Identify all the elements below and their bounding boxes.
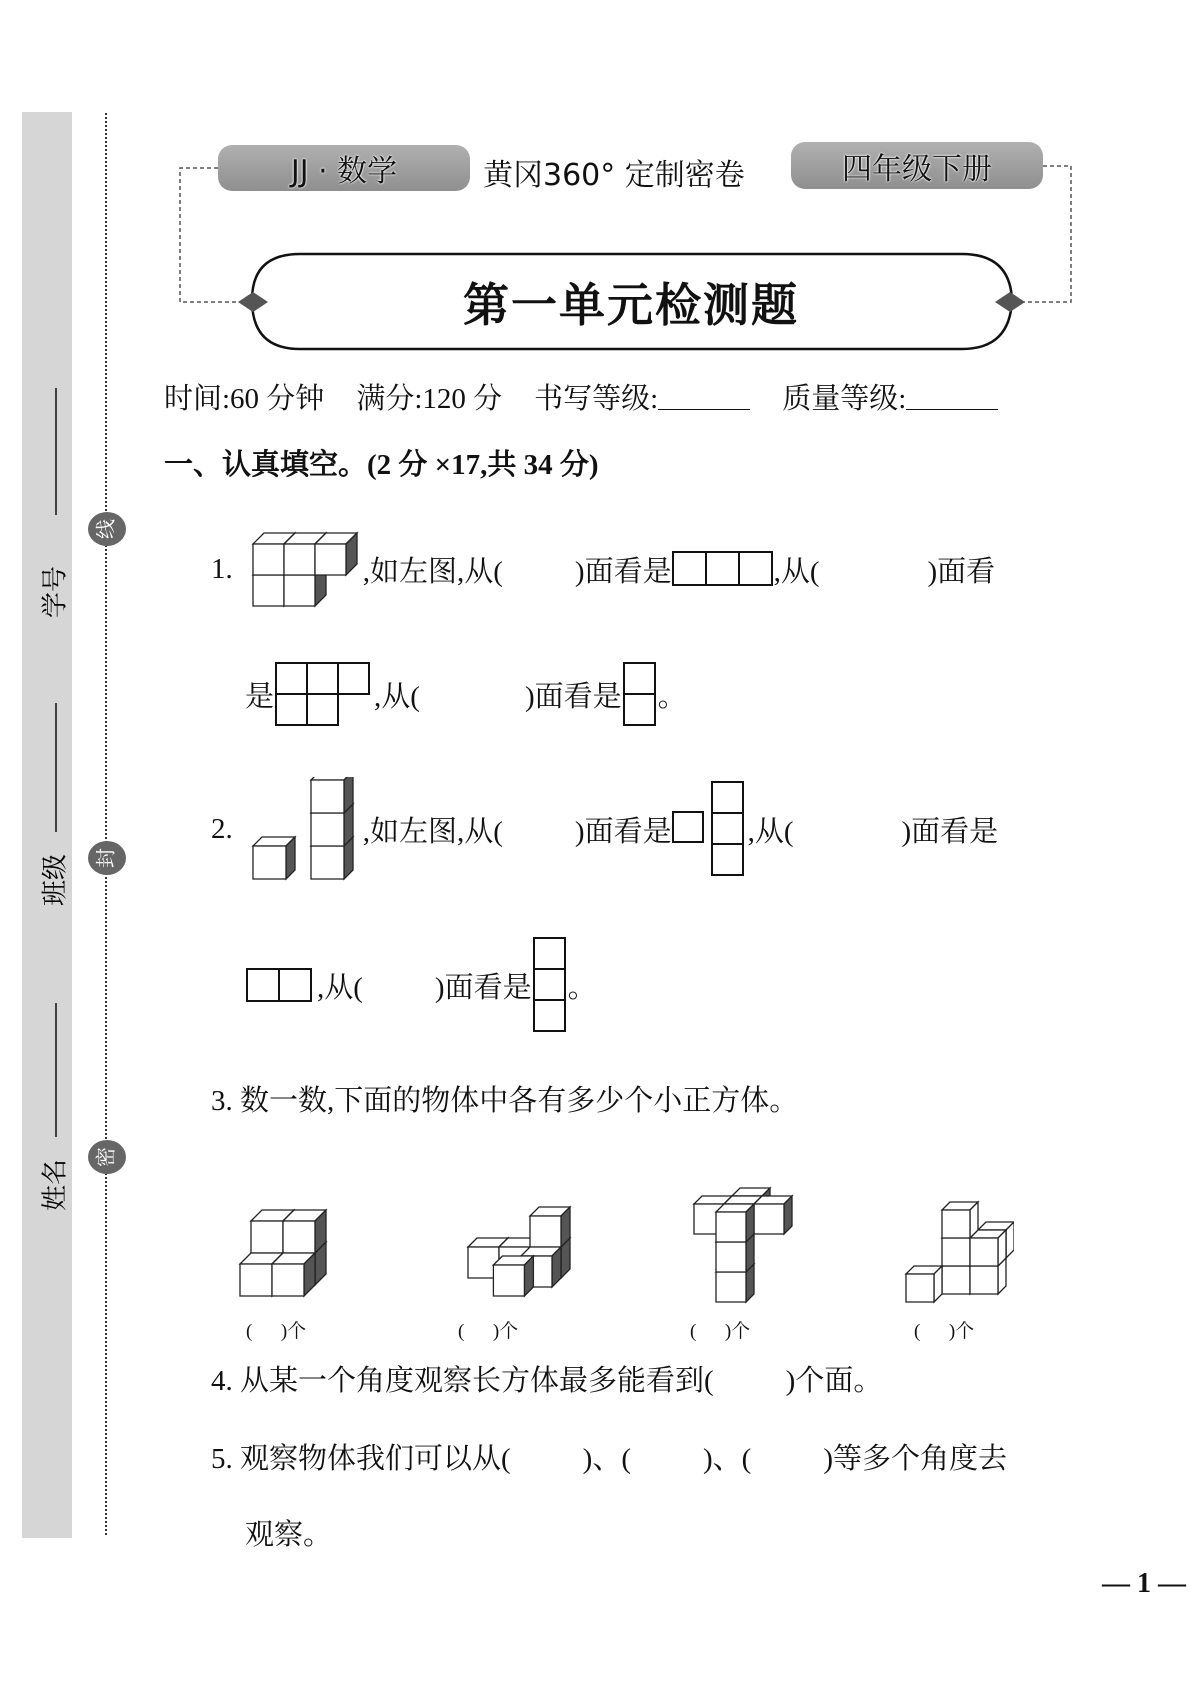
cube-front-face [253, 575, 284, 606]
view-square [276, 694, 307, 725]
svg-text:密: 密 [93, 1147, 118, 1167]
cube-front-face [311, 846, 344, 879]
question-2-line-1 [211, 776, 998, 882]
cube [315, 533, 357, 575]
cube-front-face [716, 1242, 746, 1272]
q5-text-e: 观察。 [245, 1519, 333, 1551]
cube-front-face [311, 780, 344, 813]
writing-grade-field[interactable] [658, 383, 750, 410]
cube [970, 1230, 1006, 1266]
cube [716, 1204, 754, 1242]
view-square [534, 1000, 565, 1031]
q3-figure-2 [448, 1180, 578, 1300]
q3-figure-4 [904, 1180, 1014, 1305]
view-square [673, 552, 706, 585]
q2-text-b: )面看是 [574, 815, 672, 848]
cube-front-face [284, 544, 315, 575]
cube-front-face [311, 813, 344, 846]
q1-text-e: 是 [245, 680, 275, 713]
view-square [706, 552, 739, 585]
question-3 [211, 1078, 798, 1119]
q5-text-d: )等多个角度去 [823, 1443, 1007, 1475]
answer-label: ( )个 [690, 1321, 751, 1342]
q2-text-h: 。 [567, 971, 597, 1004]
grade-pill: 四年级下册 [791, 142, 1043, 189]
full-score: 满分:120 分 [356, 383, 503, 415]
q2-text-d: )面看是 [901, 815, 999, 848]
cube [283, 1210, 326, 1253]
view-square [673, 812, 703, 842]
cube [493, 1256, 533, 1296]
view-square [712, 844, 743, 875]
cube-front-face [970, 1238, 998, 1266]
seal-mark-seal [88, 841, 126, 875]
q1-text-g: )面看是 [524, 680, 622, 713]
brand-text: 黄冈360° 定制密卷 [483, 158, 745, 193]
class-label: 班级 [40, 853, 71, 907]
view-square [624, 663, 655, 694]
page-title: 第一单元检测题 [463, 279, 799, 331]
q2-cube-figure [251, 777, 363, 881]
student-id-label: 学号 [40, 565, 71, 619]
view-square [534, 969, 565, 1000]
svg-text:线: 线 [93, 519, 118, 539]
cube [942, 1202, 978, 1238]
question-4 [211, 1358, 882, 1399]
q1-view-side [622, 662, 658, 726]
cube [253, 837, 295, 879]
cube-front-face [253, 544, 284, 575]
cube-front-face [942, 1238, 970, 1266]
q1-text-h: 。 [657, 680, 687, 713]
q1-text-c: ,从( [773, 555, 820, 588]
view-square [307, 694, 338, 725]
subject-pill: JJ · 数学 [218, 145, 470, 191]
cube-front-face [251, 1221, 283, 1253]
quality-grade-field[interactable] [906, 383, 998, 410]
view-square [276, 663, 307, 694]
q1-cube-figure [251, 530, 363, 608]
cube [754, 1196, 792, 1234]
q3-answer-2[interactable] [458, 1316, 518, 1343]
writing-grade-label: 书写等级: [534, 383, 659, 415]
q3-figure-1 [238, 1180, 338, 1300]
q2-text-a: ,如左图,从( [362, 815, 503, 848]
view-square [307, 663, 338, 694]
q2-view-front [672, 781, 748, 877]
time-limit: 时间:60 分钟 [164, 383, 325, 415]
q5-text-c: )、( [703, 1443, 752, 1475]
question-number: 2. [211, 812, 233, 845]
name-label: 姓名 [40, 1158, 71, 1212]
view-square [279, 969, 311, 1001]
cube-front-face [530, 1216, 561, 1247]
cube-front-face [283, 1221, 315, 1253]
view-square [739, 552, 772, 585]
question-number: 1. [211, 552, 233, 585]
answer-label: ( )个 [246, 1321, 307, 1342]
q3-figure-3 [684, 1180, 814, 1305]
q4-text-b: )个面。 [785, 1365, 883, 1397]
view-square [712, 813, 743, 844]
q1-view-front [672, 551, 774, 587]
q1-text-b: )面看是 [574, 555, 672, 588]
q2-text-g: )面看是 [434, 971, 532, 1004]
view-square [247, 969, 279, 1001]
q2-view-side [532, 937, 568, 1033]
q2-view-top [245, 967, 317, 1003]
exam-info [164, 376, 998, 417]
question-5-line-2 [245, 1512, 332, 1553]
cube-front-face [284, 575, 315, 606]
seal-mark-secret [88, 1140, 126, 1174]
answer-label: ( )个 [914, 1321, 975, 1342]
section-heading-text: 一、认真填空。(2 分 ×17,共 34 分) [164, 449, 599, 481]
q3-answer-4[interactable] [914, 1316, 974, 1343]
cube-front-face [942, 1266, 970, 1294]
q4-text-a: 4. 从某一个角度观察长方体最多能看到( [211, 1365, 714, 1397]
view-square [338, 663, 369, 694]
q2-text-f: ,从( [317, 971, 363, 1004]
quality-grade-label: 质量等级: [782, 383, 907, 415]
cube-front-face [272, 1264, 304, 1296]
view-square [712, 782, 743, 813]
svg-text:封: 封 [93, 848, 118, 868]
q2-text-c: ,从( [747, 815, 794, 848]
page-number: — 1 — [1102, 1568, 1186, 1599]
q3-answer-3[interactable] [690, 1316, 750, 1343]
cube-front-face [315, 544, 346, 575]
section-heading [164, 442, 599, 483]
q1-text-d: )面看 [927, 555, 996, 588]
cube-front-face [716, 1272, 746, 1302]
cube-front-face [240, 1264, 272, 1296]
cube [311, 777, 353, 813]
cube-front-face [942, 1210, 970, 1238]
cube-front-face [754, 1204, 784, 1234]
question-5-line-1 [211, 1436, 1007, 1477]
q3-answer-1[interactable] [246, 1316, 306, 1343]
seal-mark-line [88, 512, 126, 546]
q5-text-a: 5. 观察物体我们可以从( [211, 1443, 511, 1475]
cube [906, 1266, 942, 1302]
q1-text-a: ,如左图,从( [362, 555, 503, 588]
q1-view-top [274, 662, 374, 726]
view-square [624, 694, 655, 725]
question-1-line-1 [211, 530, 995, 608]
answer-label: ( )个 [458, 1321, 519, 1342]
question-2-line-2 [245, 937, 597, 1033]
cube-front-face [970, 1266, 998, 1294]
cube-front-face [906, 1274, 934, 1302]
view-square [534, 938, 565, 969]
cube [272, 1253, 315, 1296]
cube-front-face [716, 1212, 746, 1242]
question-1-line-2 [245, 661, 687, 727]
cube [530, 1207, 570, 1247]
cube-front-face [253, 846, 286, 879]
q3-text: 3. 数一数,下面的物体中各有多少个小正方体。 [211, 1085, 799, 1117]
cube-front-face [493, 1265, 524, 1296]
q5-text-b: )、( [582, 1443, 631, 1475]
q1-text-f: ,从( [374, 680, 420, 713]
